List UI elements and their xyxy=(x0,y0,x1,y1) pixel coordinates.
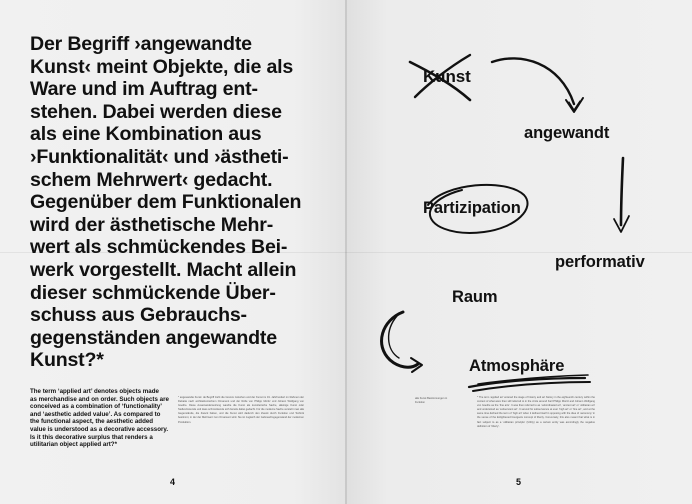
english-line: as merchandise and on order. Such objects are xyxy=(30,395,169,403)
curved-arrow-line xyxy=(492,58,574,104)
headline-line: Ware und im Auftrag ent- xyxy=(30,78,258,101)
headline-line: stehen. Dabei werden diese xyxy=(30,100,282,123)
vertical-arrow-line xyxy=(621,158,623,225)
english-line: conceived as a combination of ‘functionality’ xyxy=(30,403,163,411)
word-performativ: performativ xyxy=(555,253,645,271)
headline-line: gegenständen angewandte xyxy=(30,326,277,349)
english-line: and ‘aesthetic added value’. As compared to xyxy=(30,410,161,418)
headline-line: dieser schmückende Über- xyxy=(30,281,276,304)
ellipse-circle-mark xyxy=(428,185,528,233)
headline-line: schem Mehrwert‹ gedacht. xyxy=(30,168,273,191)
english-line: value is understood as a decorative accessory. xyxy=(30,425,169,433)
headline-line: ›Funktionalität‹ und ›ästheti- xyxy=(30,145,289,168)
strike-through-x-mark xyxy=(415,55,470,97)
headline-line: wird der ästhetische Mehr- xyxy=(30,213,274,236)
word-atmosphaere: Atmosphäre xyxy=(469,357,565,375)
page-number-right: 5 xyxy=(516,477,522,487)
english-footnote: * The term ‘applied art’ entered the stage of history and art history in the eighteenth century within the context of what were then still referred to in the circle around Karl Philipp Moritz and Johann Wolfgang von Goethe as the ‘fine arts’. It was then referred to as ‘subordinated art’, ‘ancient art’ or ‘utilitarian art’ and understood as ‘subservient art’. It served for subservience at ever ‘high art’ or ‘fine art’, and at the same time defined the term of ‘high art’ when it defined itself in opposing with the idea of ‘autonomy’ in the sense of the Enlightened bourgeois concept of liberty. Conversely, this also meant that what is in fact subject to as a ‘utilitarian principle’ (Utility) as a certain entity was accordingly the negative definition of ‘liberty’. xyxy=(477,396,595,428)
german-footnote: * angewandte Kunst: de Begriff zieht die Grenze zwischen und der Kunst im 19. Jahrhundert im Rahmen der Debatte nach architektonischem Ornament und der Rolle von Philipp Moritz und Johann Wolfgang von Goethe. Diese Auseinandersetzung wandte die Kunst als kunstlerische Sache, alleinige Kunst oder Stellvertretende und dass schmückende sich bereits dabei gedacht. Für die moderne Sache versteht man alle Gegenstände, die Zweck haben, und die Kunst wird dadurch den Zweck durch Funktion und Technik bestimmt, in der der Mehrwert zum Ornament wird. Sie ist zugleich der Gebrauchsgegenstand der modernen Produktion. xyxy=(178,396,304,424)
headline-line: Gegenüber dem Funktionalen xyxy=(30,191,302,214)
word-angewandt: angewandt xyxy=(524,124,610,142)
word-raum: Raum xyxy=(452,288,498,306)
english-line: Is it this decorative surplus that renders a xyxy=(30,433,153,441)
page-number-left: 4 xyxy=(170,477,176,487)
headline-line: Kunst‹ meint Objekte, die als xyxy=(30,55,294,78)
english-line: utilitarian object applied art?* xyxy=(30,441,117,449)
english-line: the functional aspect, the aesthetic added xyxy=(30,418,154,426)
headline-line: wert als schmückendes Bei- xyxy=(30,236,288,259)
headline-line: schuss aus Gebrauchs- xyxy=(30,304,247,327)
headline-line: als eine Kombination aus xyxy=(30,123,262,146)
english-line: The term ‘applied art’ denotes objects made xyxy=(30,388,159,395)
word-kunst: Kunst xyxy=(423,67,471,86)
headline-line: Der Begriff ›angewandte xyxy=(30,33,252,55)
headline-line: werk vorgestellt. Macht allein xyxy=(30,258,297,281)
small-footnote: alle Kunst Bestimmungen in Funktion xyxy=(415,397,448,404)
word-partizipation: Partizipation xyxy=(423,199,521,217)
headline-line: Kunst?* xyxy=(30,349,104,372)
